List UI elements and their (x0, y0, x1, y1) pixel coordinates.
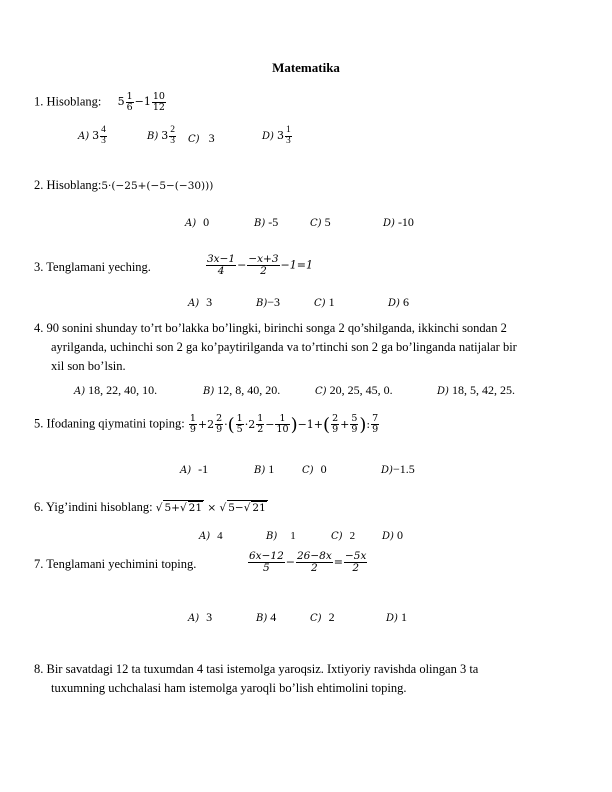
question-1 (34, 92, 167, 113)
question-2-text: 2. Hisoblang: (34, 178, 102, 192)
question-6 (34, 500, 268, 515)
q6-option-a[interactable]: A) 4 (199, 530, 223, 542)
q3-option-b[interactable]: B)−3 (256, 295, 281, 309)
q1-option-b[interactable]: B) 3 $\frac{2}{3}$ (147, 125, 176, 146)
q6-option-c[interactable]: C) 2 (331, 530, 356, 542)
question-5 (34, 414, 380, 435)
q3-option-d[interactable]: D) 6 (388, 295, 409, 309)
question-5-text: 5. Ifodaning qiymatini toping: (34, 416, 185, 431)
q4-option-a[interactable]: A) 18, 22, 40, 10. (74, 383, 158, 397)
q2-option-b[interactable]: B) -5 (254, 215, 279, 229)
question-2-expression: 5·(−25+(−5−(−30))) (101, 180, 214, 192)
q1-option-d[interactable]: D) 3 $\frac{1}{3}$ (262, 125, 291, 146)
question-2 (34, 178, 213, 193)
q5-option-b[interactable]: B) 1 (254, 462, 275, 476)
q1-option-c[interactable]: C) 3 (188, 131, 215, 145)
q4-option-b[interactable]: B) 12, 8, 40, 20. (203, 383, 281, 397)
q6-option-d[interactable]: D) 0 (382, 528, 403, 542)
question-4-line-2: ayrilganda, uchinchi son 2 ga ko’paytirilganda va to’rtinchi son 2 ga bo’linganda natijalar bir (51, 340, 517, 354)
q2-option-d[interactable]: D) -10 (383, 215, 414, 229)
question-8-line-2: tuxumning uchchalasi ham istemolga yaroqli bo’lish ehtimolini toping. (51, 681, 407, 695)
q2-option-a[interactable]: A) 0 (185, 215, 210, 229)
question-6-expression: √ 5+√ 21 × √ 5−√ 21 (155, 502, 266, 514)
question-1-expression: 5 $\frac{1}{6}$ −1 $\frac{10}{12}$ (117, 91, 165, 113)
q5-option-d[interactable]: D)−1.5 (381, 462, 415, 476)
q1-option-a[interactable]: A) 3 $\frac{4}{3}$ (78, 125, 106, 146)
question-5-expression: $\frac{1}{9}$ +2 $\frac{2}{9}$ ·( $\frac{1}{5}$ ·2 $\frac{1}{2}$ − $\frac{1}{10}$ )−1+( $\frac{2}{9}$ + $\frac{5}{9}$ ): $\frac{7}{9}$ (189, 413, 379, 435)
q4-option-c[interactable]: C) 20, 25, 45, 0. (315, 383, 393, 397)
q4-option-d[interactable]: D) 18, 5, 42, 25. (437, 383, 515, 397)
q7-option-a[interactable]: A) 3 (188, 610, 213, 624)
question-7-expression: $\frac{6x-12}{5}$ − $\frac{26-8x}{2}$ = $\frac{-5x}{2}$ (249, 550, 367, 575)
q7-option-b[interactable]: B) 4 (256, 610, 277, 624)
question-3-expression: $\frac{3x-1}{4}$ − $\frac{-x+3}{2}$ −1=1 (207, 253, 313, 278)
q6-option-b[interactable]: B) 1 (266, 530, 296, 542)
question-4-line-1: 4. 90 sonini shunday to’rt bo’lakka bo’lingki, birinchi songa 2 qo’shilganda, ikkinchi sondan 2 (34, 321, 507, 335)
question-1-text: 1. Hisoblang: (34, 94, 102, 109)
question-7-text: 7. Tenglamani yechimini toping. (34, 557, 197, 571)
q3-option-a[interactable]: A) 3 (188, 295, 213, 309)
q5-option-c[interactable]: C) 0 (302, 462, 327, 476)
question-8-line-1: 8. Bir savatdagi 12 ta tuxumdan 4 tasi istemolga yaroqsiz. Ixtiyoriy ravishda olingan 3 ta (34, 662, 479, 676)
q3-option-c[interactable]: C) 1 (314, 295, 335, 309)
question-6-text: 6. Yig’indini hisoblang: (34, 500, 153, 514)
q2-option-c[interactable]: C) 5 (310, 215, 331, 229)
q7-option-d[interactable]: D) 1 (386, 610, 407, 624)
page-title: Matematika (272, 60, 340, 75)
q7-option-c[interactable]: C) 2 (310, 610, 335, 624)
q5-option-a[interactable]: A) -1 (180, 462, 209, 476)
question-4-line-3: xil son bo’lsin. (51, 359, 126, 373)
question-3-text: 3. Tenglamani yeching. (34, 260, 151, 274)
